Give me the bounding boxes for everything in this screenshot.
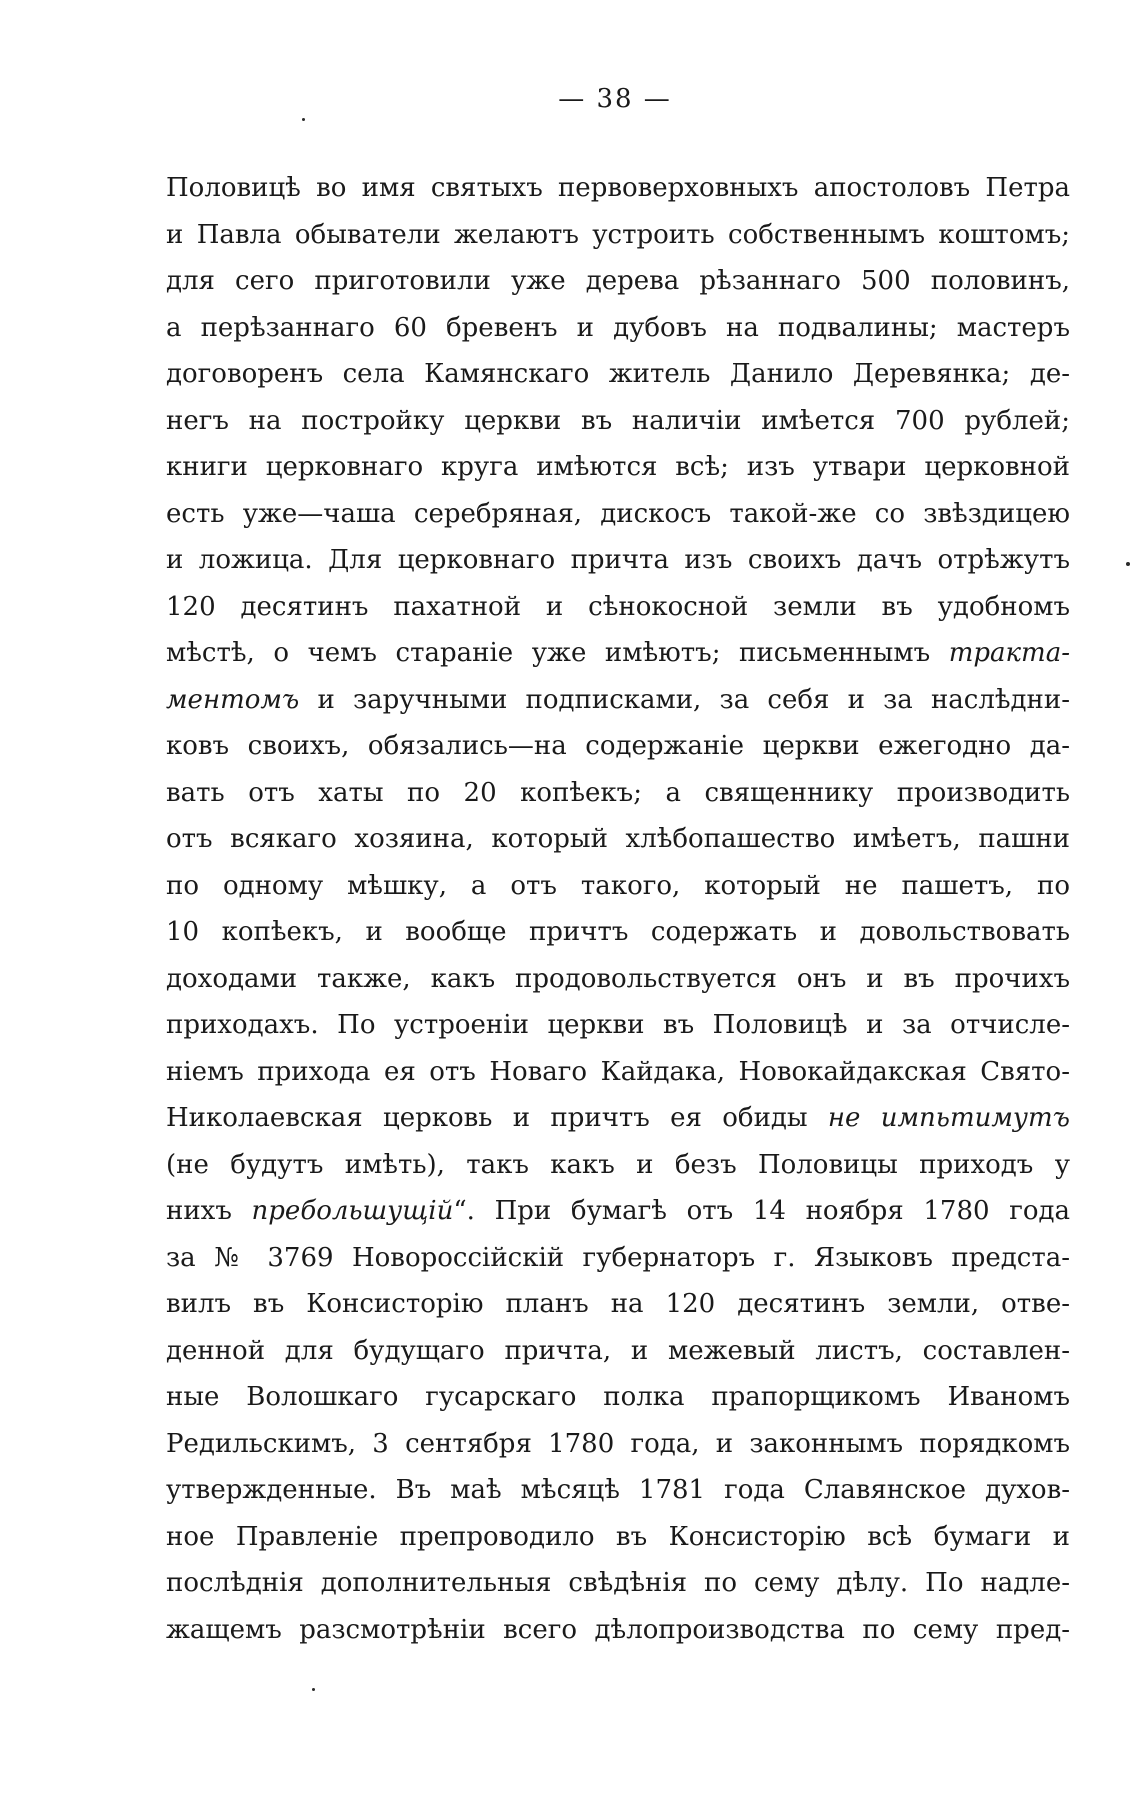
text-segment: (не будутъ имѣть), такъ какъ и безъ Половицы приходъ у [166, 1149, 1070, 1180]
text-segment: 10 копѣекъ, и вообще причтъ содержать и довольствовать [166, 917, 1070, 947]
text-segment: “. При бумагѣ отъ 14 ноября 1780 года [453, 1196, 1070, 1226]
text-line [166, 1235, 1070, 1282]
text-line [166, 1002, 1070, 1049]
text-segment: есть уже—чаша серебряная, дискосъ такой-же со звѣздицею [166, 498, 1070, 529]
text-segment: и заручными подписками, за себя и за наслѣдни- [299, 684, 1070, 715]
text-segment: Редильскимъ, 3 сентября 1780 года, и законнымъ порядкомъ [166, 1428, 1070, 1459]
text-line [166, 1142, 1070, 1189]
text-line [166, 1281, 1070, 1328]
text-line [166, 305, 1070, 352]
print-speck [312, 1688, 315, 1691]
page-number: — 38 — [558, 84, 672, 114]
text-segment: Половицѣ во имя святыхъ первоверховныхъ апостоловъ Петра [166, 173, 1070, 203]
text-line [166, 1049, 1070, 1096]
text-segment: по одному мѣшку, а отъ такого, который не пашетъ, по [166, 870, 1070, 901]
text-segment: ніемъ прихода ея отъ Новаго Кайдака, Новокайдакская Свято- [166, 1056, 1070, 1087]
text-line [166, 165, 1070, 212]
text-line [166, 677, 1070, 724]
text-segment: ные Волошкаго гусарскаго полка прапорщикомъ Иваномъ [166, 1382, 1070, 1412]
text-line [166, 212, 1070, 259]
text-line [166, 909, 1070, 956]
text-line [166, 1467, 1070, 1514]
text-segment: негъ на постройку церкви въ наличіи имѣется 700 рублей; [166, 405, 1070, 436]
text-line [166, 1560, 1070, 1607]
text-line [166, 1188, 1070, 1235]
text-segment: ное Правленіе препроводило въ Консисторію всѣ бумаги и [166, 1521, 1070, 1552]
body-text [166, 165, 1070, 1653]
text-line [166, 491, 1070, 538]
text-line [166, 1514, 1070, 1561]
text-segment: отъ всякаго хозяина, который хлѣбопашество имѣетъ, пашни [166, 824, 1070, 854]
text-segment: для сего приготовили уже дерева рѣзаннаго 500 половинъ, [166, 266, 1070, 296]
text-segment: за № 3769 Новороссійскій губернаторъ г. Языковъ предста- [166, 1242, 1070, 1273]
text-segment: Николаевская церковь и причтъ ея обиды [166, 1103, 828, 1133]
text-segment: вилъ въ Консисторію планъ на 120 десятинъ земли, отве- [166, 1289, 1070, 1319]
text-segment: и ложица. Для церковнаго причта изъ своихъ дачъ отрѣжутъ [166, 545, 1070, 575]
text-line [166, 956, 1070, 1003]
text-segment: доходами также, какъ продовольствуется онъ и въ прочихъ [166, 963, 1070, 994]
text-line [166, 258, 1070, 305]
italic-text-segment: пребольшущій [251, 1196, 454, 1226]
text-segment: 120 десятинъ пахатной и сѣнокосной земли въ удобномъ [166, 591, 1070, 622]
italic-text-segment: ментомъ [166, 684, 300, 715]
text-line [166, 816, 1070, 863]
text-segment: нихъ [166, 1196, 252, 1226]
text-line [166, 398, 1070, 445]
text-segment: вать отъ хаты по 20 копѣекъ; а священнику производить [166, 777, 1070, 808]
text-line [166, 863, 1070, 910]
text-segment: приходахъ. По устроеніи церкви въ Половицѣ и за отчисле- [166, 1010, 1070, 1040]
text-segment: мѣстѣ, о чемъ стараніе уже имѣютъ; письменнымъ [166, 638, 949, 668]
print-speck [302, 118, 305, 121]
text-line [166, 630, 1070, 677]
text-line [166, 444, 1070, 491]
text-line [166, 537, 1070, 584]
text-segment: послѣднія дополнительныя свѣдѣнія по сему дѣлу. По надле- [166, 1568, 1070, 1598]
text-line [166, 723, 1070, 770]
print-speck [1126, 562, 1130, 566]
text-line [166, 1607, 1070, 1654]
text-segment: договоренъ села Камянскаго житель Данило Деревянка; де- [166, 359, 1070, 389]
text-line [166, 1421, 1070, 1468]
text-line [166, 1095, 1070, 1142]
text-line [166, 1328, 1070, 1375]
text-line [166, 584, 1070, 631]
text-segment: жащемъ разсмотрѣніи всего дѣлопроизводства по сему пред- [166, 1614, 1070, 1645]
text-line [166, 1374, 1070, 1421]
text-segment: ковъ своихъ, обязались—на содержаніе церкви ежегодно да- [166, 731, 1070, 761]
italic-text-segment: тракта- [948, 638, 1070, 668]
text-segment: книги церковнаго круга имѣются всѣ; изъ утвари церковной [166, 452, 1070, 482]
text-segment: денной для будущаго причта, и межевый листъ, составлен- [166, 1335, 1070, 1366]
text-segment: утвержденные. Въ маѣ мѣсяцѣ 1781 года Славянское духов- [166, 1475, 1070, 1505]
text-line [166, 770, 1070, 817]
text-segment: и Павла обыватели желаютъ устроить собственнымъ коштомъ; [166, 219, 1070, 250]
text-segment: а перѣзаннаго 60 бревенъ и дубовъ на подвалины; мастеръ [166, 312, 1070, 343]
italic-text-segment: не импьтимутъ [827, 1103, 1070, 1133]
text-line [166, 351, 1070, 398]
